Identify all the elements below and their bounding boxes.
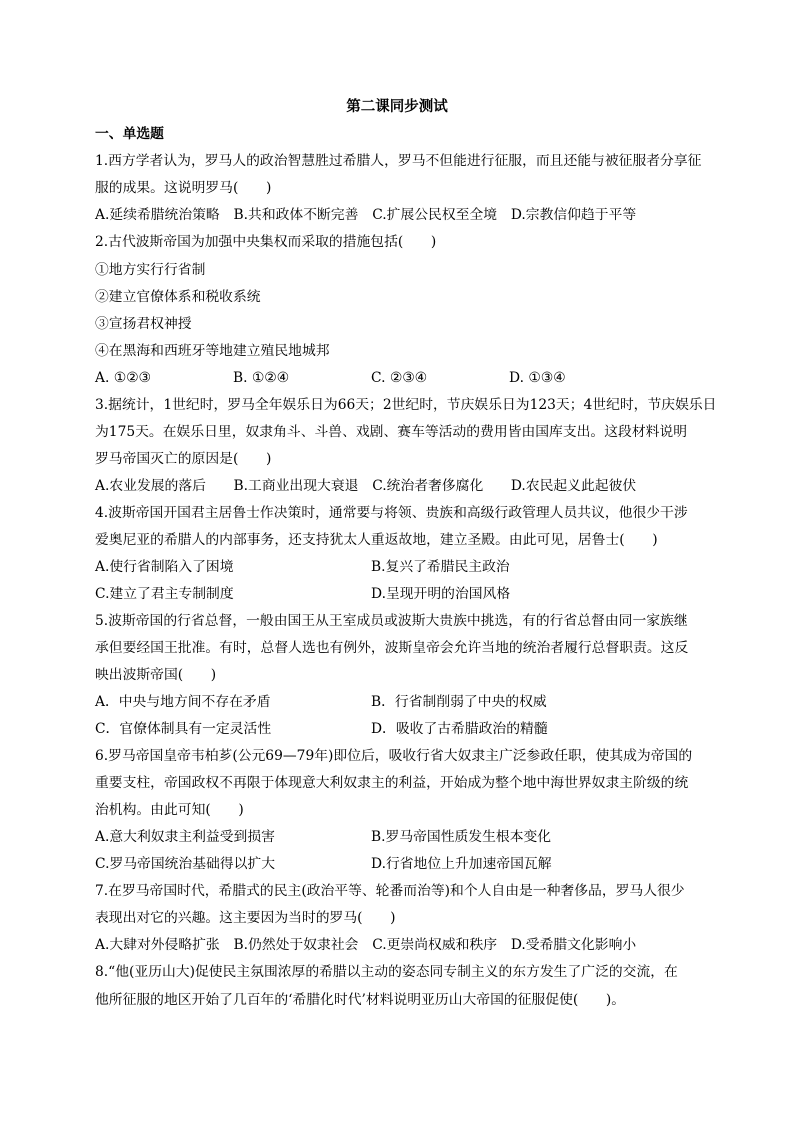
question-6-option-c: C.罗马帝国统治基础得以扩大 [95, 856, 276, 872]
question-5-option-a: A．中央与地方间不存在矛盾 [95, 694, 271, 710]
question-5-option-b: B．行省制削弱了中央的权威 [371, 694, 547, 710]
question-1-text-cont: 服的成果。这说明罗马( ) [95, 180, 272, 196]
question-6-option-d: D.行省地位上升加速帝国瓦解 [371, 856, 552, 872]
question-7-options: A.大肆对外侵略扩张 B.仍然处于奴隶社会 C.更崇尚权威和秩序 D.受希腊文化影响小 [95, 937, 637, 953]
question-2-item-3: ③宣扬君权神授 [95, 316, 192, 332]
question-4-option-d: D.呈现开明的治国风格 [371, 586, 511, 602]
question-1-text: 1.西方学者认为，罗马人的政治智慧胜过希腊人，罗马不但能进行征服，而且还能与被征服者分享征 [95, 153, 702, 169]
question-2-option-b: B. ①②④ [233, 370, 290, 386]
question-5-option-d: D．吸收了古希腊政治的精髓 [371, 721, 548, 737]
question-2-text: 2.古代波斯帝国为加强中央集权而采取的措施包括( ) [95, 234, 437, 250]
question-6-option-a: A.意大利奴隶主利益受到损害 [95, 829, 275, 845]
question-8-text-cont: 他所征服的地区开始了几百年的‘希腊化时代’材料说明亚历山大帝国的征服促使( )。 [95, 992, 626, 1008]
question-5-text-cont: 承但要经国王批准。有时，总督人选也有例外，波斯皇帝会允许当地的统治者履行总督职责。这反 [95, 640, 689, 656]
question-5-text: 5.波斯帝国的行省总督，一般由国王从王室成员或波斯大贵族中挑选，有的行省总督由同一家族继 [95, 613, 688, 629]
question-4-text: 4.波斯帝国开国君主居鲁士作决策时，通常要与将领、贵族和高级行政管理人员共议，他很少干涉 [95, 505, 688, 521]
question-3-text-cont: 为175天。在娱乐日里，奴隶角斗、斗兽、戏剧、赛车等活动的费用皆由国库支出。这段材料说明 [95, 424, 688, 440]
question-4-option-c: C.建立了君主专制制度 [95, 586, 234, 602]
question-6-text-cont2: 治机构。由此可知( ) [95, 802, 244, 818]
question-2-item-1: ①地方实行行省制 [95, 262, 206, 278]
question-2-item-4: ④在黑海和西班牙等地建立殖民地城邦 [95, 343, 330, 359]
question-5-text-cont2: 映出波斯帝国( ) [95, 667, 217, 683]
question-4-option-b: B.复兴了希腊民主政治 [371, 559, 510, 575]
section-heading: 一、单选题 [95, 126, 164, 142]
question-6-text: 6.罗马帝国皇帝韦柏芗(公元69—79年)即位后，吸收行省大奴隶主广泛参政任职，使其成为帝国的 [95, 748, 693, 764]
question-2-option-c: C. ②③④ [371, 370, 427, 386]
page-title: 第二课同步测试 [346, 98, 448, 115]
question-6-text-cont: 重要支柱，帝国政权不再限于体现意大利奴隶主的利益，开始成为整个地中海世界奴隶主阶级的统 [95, 775, 689, 791]
question-4-text-cont: 爱奥尼亚的希腊人的内部事务，还支持犹太人重返故地，建立圣殿。由此可见，居鲁士( ) [95, 532, 658, 548]
question-8-text: 8.“他(亚历山大)促使民主氛围浓厚的希腊以主动的姿态同专制主义的东方发生了广泛的交流，在 [95, 964, 678, 980]
question-2-option-d: D. ①③④ [509, 370, 566, 386]
question-5-option-c: C．官僚体制具有一定灵活性 [95, 721, 272, 737]
question-7-text: 7.在罗马帝国时代，希腊式的民主(政治平等、轮番而治等)和个人自由是一种奢侈品，罗马人很少 [95, 883, 685, 899]
question-3-options: A.农业发展的落后 B.工商业出现大衰退 C.统治者奢侈腐化 D.农民起义此起彼伏 [95, 478, 637, 494]
question-1-options: A.延续希腊统治策略 B.共和政体不断完善 C.扩展公民权至全境 D.宗教信仰趋于平等 [95, 207, 637, 223]
question-7-text-cont: 表现出对它的兴趣。这主要因为当时的罗马( ) [95, 910, 396, 926]
question-4-option-a: A.使行省制陷入了困境 [95, 559, 234, 575]
question-3-text-cont2: 罗马帝国灭亡的原因是( ) [95, 451, 272, 467]
question-2-item-2: ②建立官僚体系和税收系统 [95, 289, 261, 305]
question-3-text: 3.据统计，1世纪时，罗马全年娱乐日为66天；2世纪时，节庆娱乐日为123天；4世纪时，节庆娱乐日 [95, 397, 717, 413]
question-2-option-a: A. ①②③ [95, 370, 151, 386]
question-6-option-b: B.罗马帝国性质发生根本变化 [371, 829, 552, 845]
